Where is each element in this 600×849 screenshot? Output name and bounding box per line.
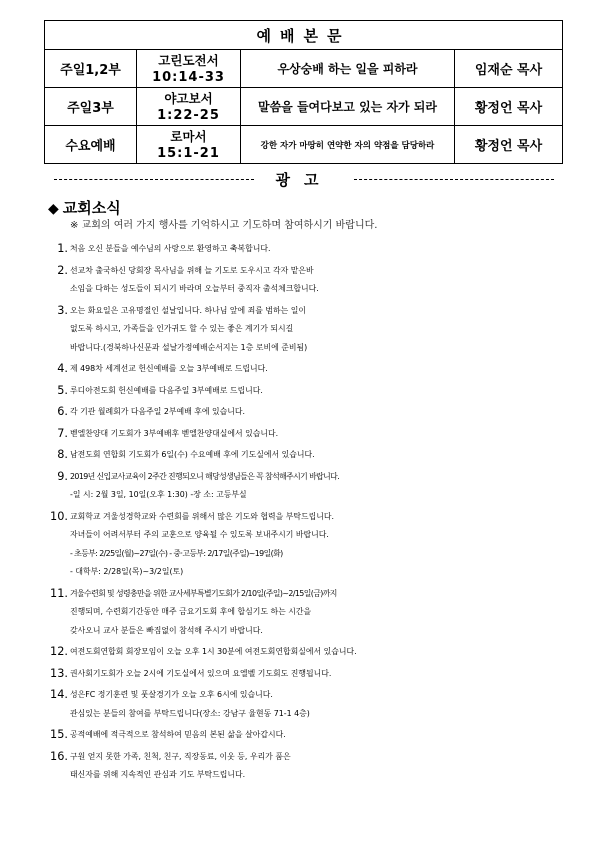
sermon-title: 우상숭배 하는 일을 피하라 bbox=[241, 50, 455, 88]
notice-line: 자녀들이 어려서부터 주의 교훈으로 양육될 수 있도록 보내주시기 바랍니다. bbox=[70, 530, 329, 539]
preacher-name: 임재순 목사 bbox=[455, 50, 563, 88]
notice-item bbox=[44, 508, 562, 582]
preacher-name: 황정언 목사 bbox=[455, 126, 563, 164]
notice-line: -일 시: 2월 3일, 10일(오후 1:30) -장 소: 고등부실 bbox=[70, 490, 247, 499]
worship-row bbox=[45, 50, 563, 88]
service-name: 수요예배 bbox=[45, 126, 137, 164]
notice-line: 갖사오니 교사 분들은 빠짐없이 참석해 주시기 바랍니다. bbox=[70, 625, 263, 635]
notice-line: 처음 오신 분들을 예수님의 사랑으로 환영하고 축복합니다. bbox=[70, 244, 271, 253]
scripture-verse: 10:14-33 bbox=[152, 69, 225, 85]
notice-line: 제 498차 세계선교 헌신예배를 오늘 3부예배로 드립니다. bbox=[70, 364, 268, 373]
notice-number: 12. bbox=[50, 645, 68, 658]
worship-row bbox=[45, 126, 563, 164]
notice-number: 15. bbox=[50, 728, 68, 741]
notice-number: 11. bbox=[50, 586, 68, 600]
scripture-book: 고린도전서 bbox=[158, 52, 219, 68]
notice-line: 교회학교 겨울성경학교와 수련회를 위해서 많은 기도와 협력을 부탁드립니다. bbox=[70, 511, 334, 521]
notice-number: 4. bbox=[57, 362, 68, 375]
notice-item bbox=[44, 360, 562, 379]
scripture-verse: 15:1-21 bbox=[157, 145, 220, 161]
bulletin-page bbox=[44, 20, 562, 788]
notice-line: 루디아전도회 헌신예배를 다음주일 3부예배로 드립니다. bbox=[70, 385, 263, 395]
notice-line: 태신자를 위해 지속적인 관심과 기도 부탁드립니다. bbox=[70, 770, 246, 779]
notice-line: 여전도회연합회 회장모임이 오늘 오후 1시 30분에 여전도회연합회실에서 있습니다. bbox=[70, 647, 357, 656]
scripture-reference bbox=[137, 126, 241, 164]
scripture-reference bbox=[137, 50, 241, 88]
notice-number: 10. bbox=[50, 509, 68, 523]
service-name: 주일3부 bbox=[45, 88, 137, 126]
scripture-reference bbox=[137, 88, 241, 126]
notice-line: 관심있는 분들의 참여를 부탁드립니다(장소: 강남구 율현동 71-1 4층) bbox=[70, 708, 310, 718]
worship-table-header: 예배본문 bbox=[45, 21, 563, 50]
notice-number: 8. bbox=[57, 448, 68, 461]
notice-item bbox=[44, 425, 562, 444]
notice-item bbox=[44, 302, 562, 358]
section-title: 교회소식 bbox=[62, 199, 121, 217]
notice-line: 각 기관 월례회가 다음주일 2부예배 후에 있습니다. bbox=[70, 407, 246, 416]
notice-line: 성은FC 정기훈련 및 풋살경기가 오늘 오후 6시에 있습니다. bbox=[70, 690, 273, 699]
notice-line: 남전도회 연합회 기도회가 6일(수) 수요예배 후에 기도실에서 있습니다. bbox=[70, 450, 315, 459]
notice-item bbox=[44, 748, 562, 785]
notice-number: 14. bbox=[50, 688, 68, 701]
worship-row bbox=[45, 88, 563, 126]
notice-number: 1. bbox=[57, 242, 68, 255]
notice-number: 3. bbox=[57, 303, 68, 317]
notice-line: 2019년 신입교사교육이 2주간 진행되오니 해당성생님들은 꼭 참석해주시기 바랍니다. bbox=[70, 471, 340, 481]
notice-number: 5. bbox=[57, 383, 68, 397]
notice-item bbox=[44, 262, 562, 299]
divider-right bbox=[354, 179, 554, 180]
notice-line: 없도록 하시고, 가족들을 인가귀도 할 수 있는 좋은 계기가 되시길 bbox=[70, 324, 294, 333]
notice-number: 6. bbox=[57, 405, 68, 418]
worship-services bbox=[45, 50, 563, 164]
notice-item bbox=[44, 240, 562, 259]
service-name: 주일1,2부 bbox=[45, 50, 137, 88]
notices-title: 광고 bbox=[275, 171, 333, 189]
notice-line: - 초등부: 2/25일(월)~27일(수) - 중·고등부: 2/17일(주일)~19일(화) bbox=[70, 548, 283, 558]
notice-line: 소임을 다하는 성도들이 되시기 바라며 오늘부터 중직자 출석체크합니다. bbox=[70, 284, 319, 293]
notice-item bbox=[44, 382, 562, 401]
divider-left bbox=[54, 179, 254, 180]
notice-number: 9. bbox=[57, 469, 68, 483]
notices-title-row bbox=[44, 166, 562, 192]
notice-item bbox=[44, 643, 562, 662]
notice-item bbox=[44, 726, 562, 745]
notice-line: 진행되며, 수련회기간동안 매주 금요기도회 후에 합심기도 하는 시간을 bbox=[70, 607, 312, 616]
notice-item bbox=[44, 585, 562, 641]
notice-line: 구원 얻지 못한 가족, 친척, 친구, 직장동료, 이웃 등, 우리가 품은 bbox=[70, 751, 291, 761]
diamond-bullet-icon: ◆ bbox=[48, 201, 59, 217]
notice-item bbox=[44, 446, 562, 465]
notice-number: 13. bbox=[50, 666, 68, 680]
notice-line: 오는 화요일은 고유명절인 설날입니다. 하나님 앞에 죄를 범하는 일이 bbox=[70, 305, 307, 315]
notice-item bbox=[44, 665, 562, 684]
notice-line: 선교차 출국하신 당회장 목사님을 위해 늘 기도로 도우시고 각자 맡은바 bbox=[70, 265, 314, 275]
notice-number: 7. bbox=[57, 426, 68, 440]
notice-line: - 대학부: 2/28일(목)~3/2일(토) bbox=[70, 567, 184, 576]
notice-item bbox=[44, 686, 562, 723]
notice-item bbox=[44, 468, 562, 505]
section-note: ※ 교회의 여러 가지 행사를 기억하시고 기도하며 참여하시기 바랍니다. bbox=[70, 220, 378, 231]
notice-line: 바랍니다.(경북하나신문과 설날가정예배순서지는 1층 로비에 준비됨) bbox=[70, 342, 308, 352]
notice-number: 2. bbox=[57, 263, 68, 277]
scripture-book: 야고보서 bbox=[164, 90, 213, 106]
notice-line: 공적예배에 적극적으로 참석하여 믿음의 본된 삶을 살아갑시다. bbox=[70, 730, 286, 739]
scripture-book: 로마서 bbox=[170, 128, 207, 144]
notice-list bbox=[44, 240, 562, 785]
sermon-title: 강한 자가 마땅히 연약한 자의 약점을 담당하라 bbox=[241, 126, 455, 164]
notice-line: 벧엘찬양대 기도회가 3부예배후 벧엘찬양대실에서 있습니다. bbox=[70, 428, 279, 438]
notice-line: 겨울수련회 및 성령충만을 위한 교사세부특별기도회가 2/10일(주일)~2/15일(금)까지 bbox=[70, 588, 337, 598]
worship-table bbox=[44, 20, 563, 164]
notice-number: 16. bbox=[50, 749, 68, 763]
sermon-title: 말씀을 들여다보고 있는 자가 되라 bbox=[241, 88, 455, 126]
notice-line: 권사회기도회가 오늘 2시에 기도실에서 있으며 요엘벨 기도회도 진행됩니다. bbox=[70, 668, 332, 678]
section-heading bbox=[48, 198, 562, 218]
preacher-name: 황정언 목사 bbox=[455, 88, 563, 126]
scripture-verse: 1:22-25 bbox=[157, 107, 220, 123]
notice-item bbox=[44, 403, 562, 422]
